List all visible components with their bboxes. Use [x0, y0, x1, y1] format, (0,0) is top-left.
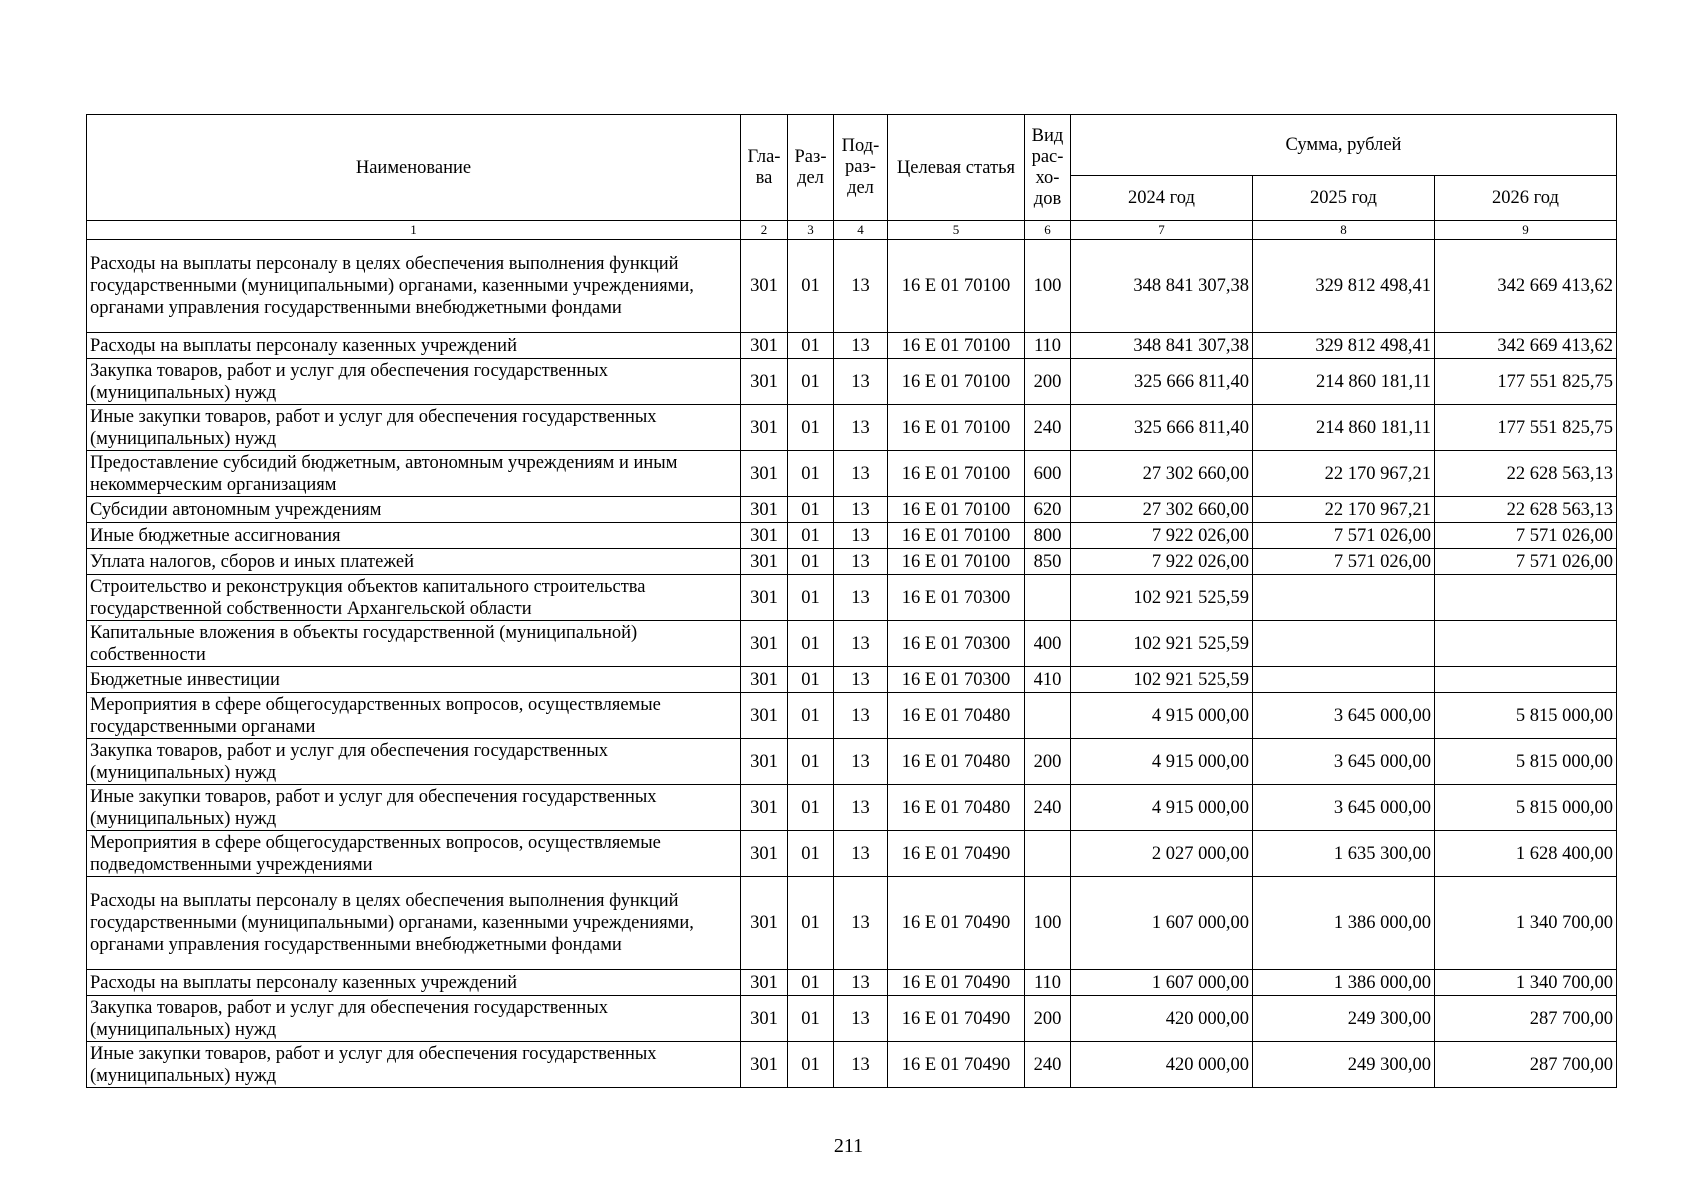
- row-target: 16 Е 01 70490: [888, 1042, 1025, 1088]
- row-subsection: 13: [834, 996, 888, 1042]
- header-chapter: Гла-ва: [741, 115, 788, 221]
- row-subsection: 13: [834, 785, 888, 831]
- row-amount-2024: 4 915 000,00: [1071, 693, 1253, 739]
- row-section: 01: [788, 523, 834, 549]
- column-number: 5: [888, 221, 1025, 240]
- column-number: 9: [1435, 221, 1617, 240]
- table-row: [87, 497, 1617, 523]
- row-expense-type: 800: [1025, 523, 1071, 549]
- row-name: Бюджетные инвестиции: [87, 667, 741, 693]
- header-expense-type: Вид рас-хо-дов: [1025, 115, 1071, 221]
- column-number: 8: [1253, 221, 1435, 240]
- row-amount-2026: 22 628 563,13: [1435, 497, 1617, 523]
- row-amount-2024: 27 302 660,00: [1071, 497, 1253, 523]
- row-expense-type: [1025, 693, 1071, 739]
- row-target: 16 Е 01 70300: [888, 621, 1025, 667]
- row-expense-type: 200: [1025, 359, 1071, 405]
- row-section: 01: [788, 333, 834, 359]
- row-subsection: 13: [834, 575, 888, 621]
- header-target: Целевая статья: [888, 115, 1025, 221]
- row-amount-2026: 177 551 825,75: [1435, 359, 1617, 405]
- row-name: Уплата налогов, сборов и иных платежей: [87, 549, 741, 575]
- table-row: [87, 523, 1617, 549]
- row-amount-2025: [1253, 667, 1435, 693]
- row-expense-type: 100: [1025, 240, 1071, 333]
- row-name: Расходы на выплаты персоналу в целях обеспечения выполнения функций государственными (муниципальными) органами, казенными учреждениями, органами управления государственными внебюджетными фондами: [87, 877, 741, 970]
- row-amount-2026: 342 669 413,62: [1435, 333, 1617, 359]
- row-name: Расходы на выплаты персоналу казенных учреждений: [87, 970, 741, 996]
- row-amount-2025: 249 300,00: [1253, 996, 1435, 1042]
- row-section: 01: [788, 621, 834, 667]
- row-name: Закупка товаров, работ и услуг для обеспечения государственных (муниципальных) нужд: [87, 996, 741, 1042]
- table-row: [87, 996, 1617, 1042]
- row-amount-2024: 420 000,00: [1071, 996, 1253, 1042]
- row-expense-type: 110: [1025, 970, 1071, 996]
- row-amount-2025: 329 812 498,41: [1253, 240, 1435, 333]
- table-row: [87, 693, 1617, 739]
- row-amount-2024: 27 302 660,00: [1071, 451, 1253, 497]
- row-chapter: 301: [741, 451, 788, 497]
- row-section: 01: [788, 831, 834, 877]
- row-chapter: 301: [741, 785, 788, 831]
- row-section: 01: [788, 451, 834, 497]
- row-chapter: 301: [741, 549, 788, 575]
- header-year-2025: 2025 год: [1253, 175, 1435, 220]
- row-section: 01: [788, 667, 834, 693]
- row-target: 16 Е 01 70480: [888, 785, 1025, 831]
- row-amount-2024: 2 027 000,00: [1071, 831, 1253, 877]
- row-subsection: 13: [834, 1042, 888, 1088]
- row-target: 16 Е 01 70300: [888, 575, 1025, 621]
- row-expense-type: 110: [1025, 333, 1071, 359]
- table-row: [87, 970, 1617, 996]
- row-amount-2026: 7 571 026,00: [1435, 523, 1617, 549]
- row-section: 01: [788, 877, 834, 970]
- row-subsection: 13: [834, 451, 888, 497]
- row-name: Закупка товаров, работ и услуг для обеспечения государственных (муниципальных) нужд: [87, 739, 741, 785]
- row-target: 16 Е 01 70100: [888, 549, 1025, 575]
- row-name: Расходы на выплаты персоналу казенных учреждений: [87, 333, 741, 359]
- row-amount-2024: 420 000,00: [1071, 1042, 1253, 1088]
- row-section: 01: [788, 693, 834, 739]
- table-row: [87, 359, 1617, 405]
- row-amount-2024: 348 841 307,38: [1071, 240, 1253, 333]
- row-chapter: 301: [741, 831, 788, 877]
- header-sum: Сумма, рублей: [1071, 115, 1617, 176]
- row-subsection: 13: [834, 667, 888, 693]
- row-target: 16 Е 01 70490: [888, 877, 1025, 970]
- row-amount-2026: 1 340 700,00: [1435, 970, 1617, 996]
- row-amount-2025: 7 571 026,00: [1253, 523, 1435, 549]
- row-chapter: 301: [741, 333, 788, 359]
- row-expense-type: [1025, 831, 1071, 877]
- row-subsection: 13: [834, 333, 888, 359]
- row-amount-2025: 214 860 181,11: [1253, 359, 1435, 405]
- row-expense-type: 100: [1025, 877, 1071, 970]
- row-section: 01: [788, 405, 834, 451]
- row-chapter: 301: [741, 693, 788, 739]
- row-chapter: 301: [741, 739, 788, 785]
- row-name: Мероприятия в сфере общегосударственных вопросов, осуществляемые подведомственными учреждениями: [87, 831, 741, 877]
- row-target: 16 Е 01 70100: [888, 497, 1025, 523]
- row-chapter: 301: [741, 497, 788, 523]
- row-chapter: 301: [741, 405, 788, 451]
- table-row: [87, 549, 1617, 575]
- row-amount-2024: 102 921 525,59: [1071, 575, 1253, 621]
- row-section: 01: [788, 359, 834, 405]
- row-amount-2025: 3 645 000,00: [1253, 693, 1435, 739]
- page-number: 211: [833, 1135, 864, 1157]
- row-subsection: 13: [834, 970, 888, 996]
- row-target: 16 Е 01 70100: [888, 523, 1025, 549]
- table-row: [87, 1042, 1617, 1088]
- row-amount-2026: [1435, 575, 1617, 621]
- row-amount-2025: 3 645 000,00: [1253, 785, 1435, 831]
- row-amount-2024: 4 915 000,00: [1071, 785, 1253, 831]
- row-name: Иные закупки товаров, работ и услуг для обеспечения государственных (муниципальных) нужд: [87, 405, 741, 451]
- row-chapter: 301: [741, 621, 788, 667]
- row-amount-2025: 329 812 498,41: [1253, 333, 1435, 359]
- row-target: 16 Е 01 70490: [888, 831, 1025, 877]
- row-amount-2025: [1253, 621, 1435, 667]
- row-amount-2025: 22 170 967,21: [1253, 497, 1435, 523]
- row-name: Субсидии автономным учреждениям: [87, 497, 741, 523]
- table-row: [87, 451, 1617, 497]
- row-section: 01: [788, 996, 834, 1042]
- table-row: [87, 405, 1617, 451]
- table-row: [87, 785, 1617, 831]
- row-subsection: 13: [834, 405, 888, 451]
- table-row: [87, 831, 1617, 877]
- row-amount-2026: 177 551 825,75: [1435, 405, 1617, 451]
- row-amount-2024: 7 922 026,00: [1071, 523, 1253, 549]
- column-number-row: [87, 221, 1617, 240]
- row-expense-type: 240: [1025, 405, 1071, 451]
- row-section: 01: [788, 970, 834, 996]
- row-target: 16 Е 01 70100: [888, 333, 1025, 359]
- row-target: 16 Е 01 70100: [888, 240, 1025, 333]
- row-amount-2025: 249 300,00: [1253, 1042, 1435, 1088]
- row-amount-2026: [1435, 621, 1617, 667]
- row-section: 01: [788, 497, 834, 523]
- row-name: Мероприятия в сфере общегосударственных вопросов, осуществляемые государственными органами: [87, 693, 741, 739]
- row-chapter: 301: [741, 996, 788, 1042]
- row-chapter: 301: [741, 667, 788, 693]
- row-target: 16 Е 01 70100: [888, 451, 1025, 497]
- row-target: 16 Е 01 70100: [888, 405, 1025, 451]
- row-expense-type: 600: [1025, 451, 1071, 497]
- row-amount-2024: 7 922 026,00: [1071, 549, 1253, 575]
- column-number: 1: [87, 221, 741, 240]
- row-chapter: 301: [741, 877, 788, 970]
- row-amount-2025: 1 386 000,00: [1253, 970, 1435, 996]
- row-expense-type: 240: [1025, 785, 1071, 831]
- row-subsection: 13: [834, 359, 888, 405]
- row-amount-2026: 342 669 413,62: [1435, 240, 1617, 333]
- row-amount-2026: 1 628 400,00: [1435, 831, 1617, 877]
- row-amount-2026: 5 815 000,00: [1435, 785, 1617, 831]
- row-amount-2024: 325 666 811,40: [1071, 359, 1253, 405]
- row-subsection: 13: [834, 549, 888, 575]
- row-name: Предоставление субсидий бюджетным, автономным учреждениям и иным некоммерческим организациям: [87, 451, 741, 497]
- row-chapter: 301: [741, 970, 788, 996]
- column-number: 2: [741, 221, 788, 240]
- budget-table: [86, 114, 1617, 1088]
- row-amount-2025: 1 635 300,00: [1253, 831, 1435, 877]
- row-target: 16 Е 01 70100: [888, 359, 1025, 405]
- row-section: 01: [788, 1042, 834, 1088]
- header-year-2024: 2024 год: [1071, 175, 1253, 220]
- row-amount-2025: 3 645 000,00: [1253, 739, 1435, 785]
- row-name: Расходы на выплаты персоналу в целях обеспечения выполнения функций государственными (муниципальными) органами, казенными учреждениями, органами управления государственными внебюджетными фондами: [87, 240, 741, 333]
- column-number: 3: [788, 221, 834, 240]
- row-subsection: 13: [834, 877, 888, 970]
- row-amount-2026: 5 815 000,00: [1435, 739, 1617, 785]
- row-chapter: 301: [741, 523, 788, 549]
- row-amount-2026: 287 700,00: [1435, 1042, 1617, 1088]
- row-chapter: 301: [741, 1042, 788, 1088]
- row-subsection: 13: [834, 497, 888, 523]
- row-section: 01: [788, 549, 834, 575]
- table-row: [87, 739, 1617, 785]
- header-name: Наименование: [87, 115, 741, 221]
- row-amount-2024: 1 607 000,00: [1071, 877, 1253, 970]
- row-amount-2026: 7 571 026,00: [1435, 549, 1617, 575]
- row-section: 01: [788, 739, 834, 785]
- row-expense-type: 240: [1025, 1042, 1071, 1088]
- row-amount-2026: 22 628 563,13: [1435, 451, 1617, 497]
- table-row: [87, 877, 1617, 970]
- table-row: [87, 667, 1617, 693]
- table-row: [87, 240, 1617, 333]
- row-target: 16 Е 01 70490: [888, 996, 1025, 1042]
- row-amount-2024: 348 841 307,38: [1071, 333, 1253, 359]
- row-amount-2026: 1 340 700,00: [1435, 877, 1617, 970]
- row-amount-2024: 1 607 000,00: [1071, 970, 1253, 996]
- row-expense-type: 200: [1025, 996, 1071, 1042]
- row-amount-2025: 22 170 967,21: [1253, 451, 1435, 497]
- row-name: Иные бюджетные ассигнования: [87, 523, 741, 549]
- row-expense-type: [1025, 575, 1071, 621]
- row-amount-2025: 7 571 026,00: [1253, 549, 1435, 575]
- row-name: Иные закупки товаров, работ и услуг для обеспечения государственных (муниципальных) нужд: [87, 785, 741, 831]
- row-amount-2024: 102 921 525,59: [1071, 667, 1253, 693]
- row-section: 01: [788, 785, 834, 831]
- row-subsection: 13: [834, 621, 888, 667]
- row-expense-type: 620: [1025, 497, 1071, 523]
- row-target: 16 Е 01 70480: [888, 693, 1025, 739]
- row-target: 16 Е 01 70480: [888, 739, 1025, 785]
- table-row: [87, 621, 1617, 667]
- row-subsection: 13: [834, 739, 888, 785]
- row-amount-2025: [1253, 575, 1435, 621]
- row-expense-type: 850: [1025, 549, 1071, 575]
- row-section: 01: [788, 575, 834, 621]
- row-amount-2025: 214 860 181,11: [1253, 405, 1435, 451]
- row-name: Строительство и реконструкция объектов капитального строительства государственной собственности Архангельской области: [87, 575, 741, 621]
- row-amount-2024: 4 915 000,00: [1071, 739, 1253, 785]
- row-subsection: 13: [834, 240, 888, 333]
- row-amount-2026: 287 700,00: [1435, 996, 1617, 1042]
- row-subsection: 13: [834, 831, 888, 877]
- row-name: Закупка товаров, работ и услуг для обеспечения государственных (муниципальных) нужд: [87, 359, 741, 405]
- row-expense-type: 410: [1025, 667, 1071, 693]
- row-expense-type: 200: [1025, 739, 1071, 785]
- row-expense-type: 400: [1025, 621, 1071, 667]
- row-name: Иные закупки товаров, работ и услуг для обеспечения государственных (муниципальных) нужд: [87, 1042, 741, 1088]
- table-row: [87, 575, 1617, 621]
- row-subsection: 13: [834, 693, 888, 739]
- row-chapter: 301: [741, 575, 788, 621]
- column-number: 4: [834, 221, 888, 240]
- row-amount-2026: 5 815 000,00: [1435, 693, 1617, 739]
- table-row: [87, 333, 1617, 359]
- row-target: 16 Е 01 70300: [888, 667, 1025, 693]
- column-number: 6: [1025, 221, 1071, 240]
- row-chapter: 301: [741, 359, 788, 405]
- row-amount-2025: 1 386 000,00: [1253, 877, 1435, 970]
- row-amount-2024: 102 921 525,59: [1071, 621, 1253, 667]
- row-name: Капитальные вложения в объекты государственной (муниципальной) собственности: [87, 621, 741, 667]
- row-chapter: 301: [741, 240, 788, 333]
- header-section: Раз-дел: [788, 115, 834, 221]
- row-section: 01: [788, 240, 834, 333]
- row-amount-2024: 325 666 811,40: [1071, 405, 1253, 451]
- row-amount-2026: [1435, 667, 1617, 693]
- header-subsection: Под-раз-дел: [834, 115, 888, 221]
- row-target: 16 Е 01 70490: [888, 970, 1025, 996]
- header-year-2026: 2026 год: [1435, 175, 1617, 220]
- column-number: 7: [1071, 221, 1253, 240]
- row-subsection: 13: [834, 523, 888, 549]
